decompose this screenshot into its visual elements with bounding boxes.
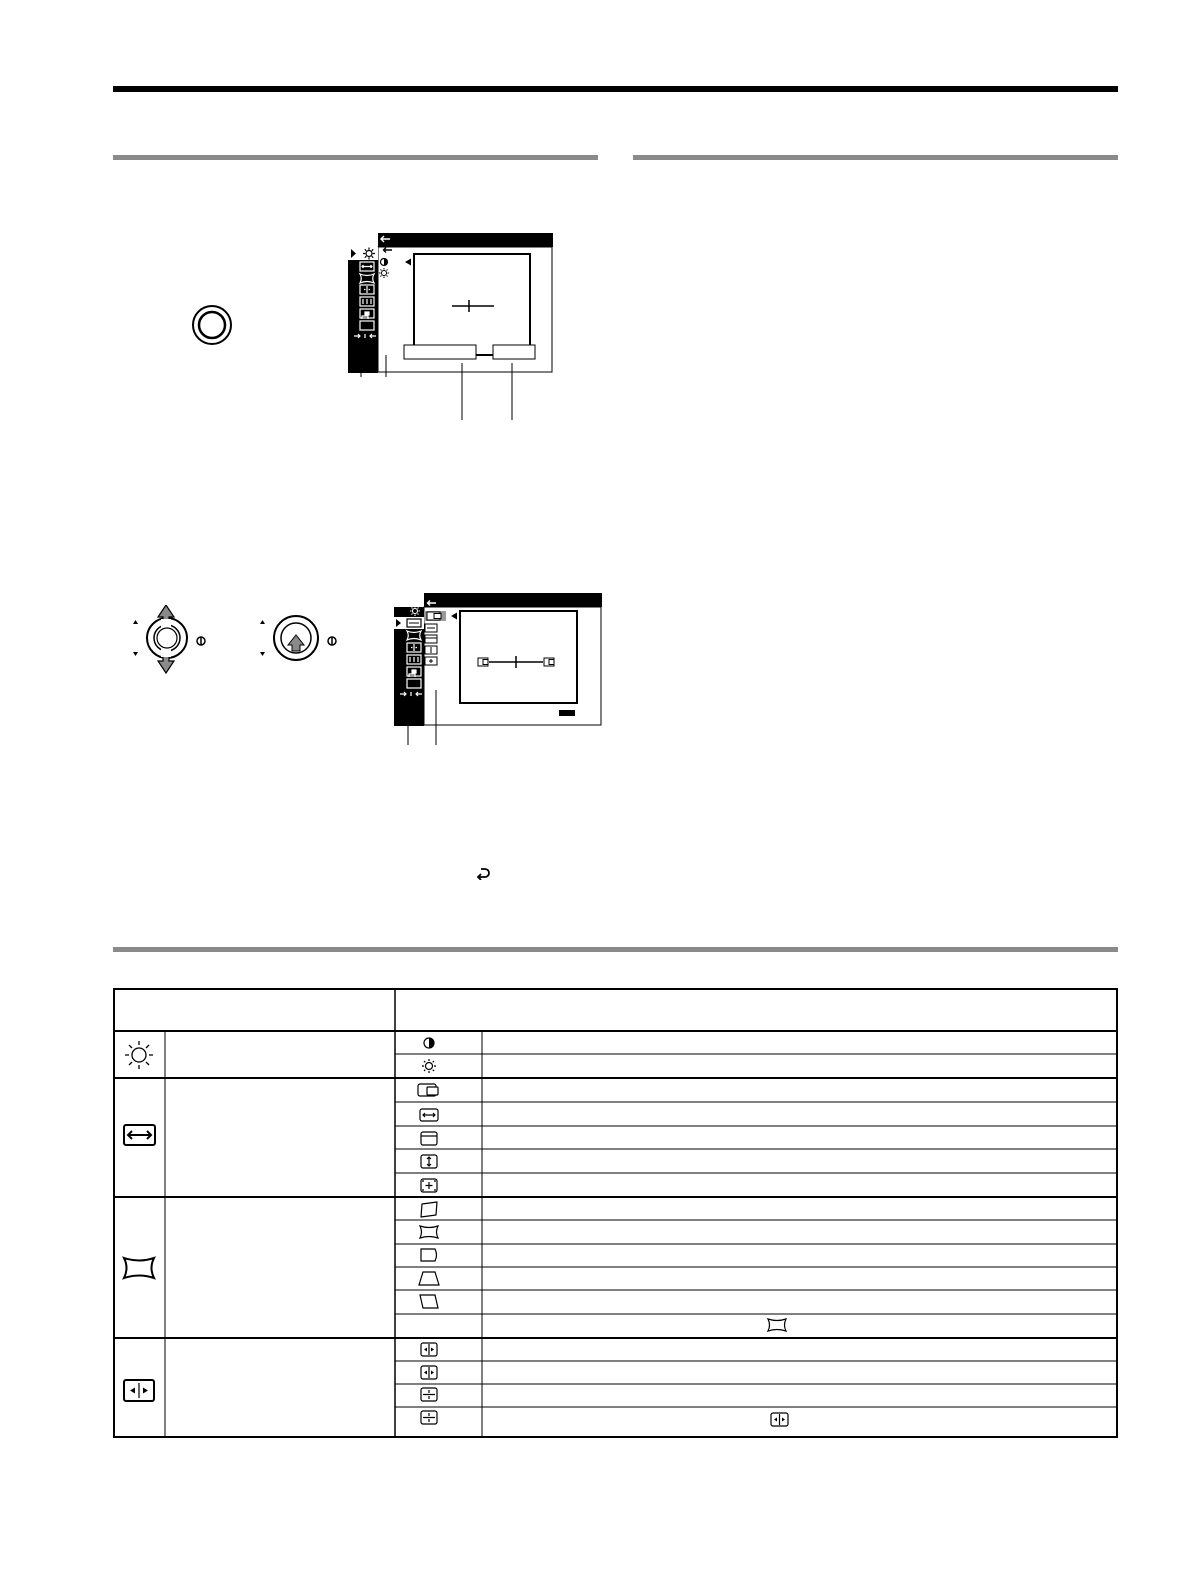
table-brightness-icon <box>125 1041 153 1069</box>
page-top-rule <box>113 86 1118 92</box>
table-size-icon <box>124 1125 155 1145</box>
right-section-rule <box>633 155 1118 160</box>
control-stick-press <box>260 605 350 683</box>
control-stick-up-down <box>125 605 215 683</box>
reference-table <box>113 988 1118 1438</box>
menu-button-illustration <box>190 303 234 347</box>
osd-screen-brightness <box>348 233 553 373</box>
table-geometry-icon <box>124 1258 154 1278</box>
osd1-callouts <box>350 355 525 420</box>
return-icon <box>474 864 492 880</box>
table-convergence-icon <box>124 1380 154 1401</box>
osd2-callouts <box>400 690 450 745</box>
table-section-rule <box>113 947 1118 952</box>
left-section-rule <box>113 155 598 160</box>
